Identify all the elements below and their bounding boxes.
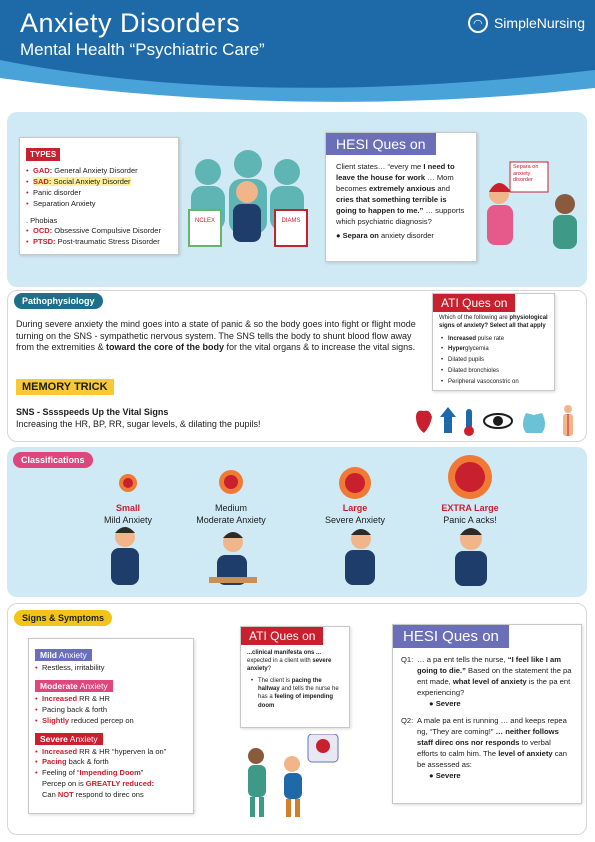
types-section bbox=[7, 112, 587, 287]
hesi-q1: Q1: … a pa ent tells the nurse, “I feel like I am going to die.” Based on the statement the pa ent made, what level of anxiety is the pa ent experiencing? ● Severe bbox=[401, 655, 572, 708]
types-heading: TYPES bbox=[26, 148, 60, 161]
ati-option[interactable]: • Peripheral vasoconstric on bbox=[441, 377, 546, 388]
sns-text: Increasing the HR, BP, RR, sugar levels, & dilating the pupils! bbox=[16, 419, 261, 429]
thermometer-icon bbox=[464, 409, 474, 436]
header-banner bbox=[0, 0, 595, 105]
signs-heading: Signs & Symptoms bbox=[14, 610, 112, 626]
body-vessels-icon bbox=[563, 405, 573, 436]
class-moderate: Medium Moderate Anxiety bbox=[196, 503, 266, 525]
nurse-patient-illustration bbox=[244, 734, 354, 826]
sns-title: SNS - Sssspeeds Up the Vital Signs bbox=[16, 407, 169, 417]
severe-response: Can NOT respond to direc ons bbox=[42, 790, 144, 799]
severe-item: • Increased RR & HR “hyperven la on” bbox=[35, 747, 187, 758]
brand-name: SimpleNursing bbox=[493, 15, 585, 31]
patho-section bbox=[7, 290, 587, 442]
hesi-q2: Q2: A male pa ent is running … and keeps repea ng, “They are coming!” … neither follows staff direc ons nor responds to verbal efforts to calm him. The level of anxiety can be assessed as: ● Severe bbox=[401, 716, 567, 780]
signs-section bbox=[7, 603, 587, 835]
mild-anxiety-person-icon bbox=[111, 527, 139, 585]
type-item: • Panic disorder bbox=[26, 188, 172, 199]
small-anxiety-ball-icon bbox=[119, 474, 137, 492]
ati-question-text: Which of the following are physiological signs of anxiety? Select all that apply bbox=[439, 315, 548, 329]
sign-text: Separa on anxiety disorder bbox=[513, 164, 539, 184]
ati-option[interactable]: • Dilated pupils bbox=[441, 355, 546, 366]
hesi-question-text: Client states… “every me I need to leave the house for work … Mom becomes extremely anxious and cries that something terrible is going to happen to me.” … supports which psychiatric diagnosis? bbox=[336, 162, 465, 226]
class-mild: Small Mild Anxiety bbox=[103, 503, 153, 525]
ati-option[interactable]: • Hyperglycemia bbox=[441, 344, 546, 355]
moderate-anxiety-person-icon bbox=[209, 532, 257, 585]
hesi-question-2-title: HESI Ques on bbox=[393, 625, 509, 648]
phobias-label: . Phobias bbox=[26, 215, 58, 225]
memory-trick-label: MEMORY TRICK bbox=[16, 379, 114, 395]
moderate-item: • Increased RR & HR bbox=[35, 694, 187, 705]
types-card bbox=[19, 137, 179, 255]
type-item: • GAD: General Anxiety Disorder bbox=[26, 166, 172, 177]
hesi-question-answer: ● Separa on anxiety disorder bbox=[336, 231, 434, 240]
anxious-crowd-illustration bbox=[183, 142, 313, 257]
arrow-up-icon bbox=[440, 407, 456, 433]
ati-question-card-1 bbox=[432, 293, 555, 391]
severe-perception: Percep on is GREATLY reduced: bbox=[42, 779, 154, 789]
eye-icon bbox=[484, 414, 512, 428]
mild-label: Mild Anxiety bbox=[35, 649, 92, 661]
ati-question-2-text: ...clinical manifesta ons ... expected in a client with severe anxiety? bbox=[247, 650, 332, 673]
mild-list bbox=[35, 663, 187, 674]
ati-question-2-answer: • The client is pacing the hallway and tells the nurse he has a feeling of impending doom bbox=[241, 673, 349, 709]
ati-options bbox=[433, 331, 554, 391]
page-subtitle: Mental Health “Psychiatric Care” bbox=[20, 40, 265, 59]
nclex-doc-label: NCLEX bbox=[194, 218, 216, 224]
brand[interactable] bbox=[468, 13, 585, 33]
type-item: • Separation Anxiety bbox=[26, 199, 172, 210]
severe-list bbox=[35, 747, 187, 780]
moderate-item: • Slightly reduced percep on bbox=[35, 716, 187, 727]
severe-item: • Feeling of “Impending Doom” bbox=[35, 768, 187, 779]
heart-icon bbox=[416, 411, 432, 433]
hesi-question-card-1 bbox=[325, 132, 477, 262]
severe-label: Severe Anxiety bbox=[35, 733, 103, 745]
ati-question-title: ATI Ques on bbox=[433, 294, 515, 312]
type-item: • PTSD: Post-traumatic Stress Disorder bbox=[26, 237, 172, 248]
severe-anxiety-person-icon bbox=[345, 529, 375, 585]
panic-attack-person-icon bbox=[455, 528, 487, 586]
class-severe: Large Severe Anxiety bbox=[324, 503, 386, 525]
types-list-2 bbox=[26, 226, 172, 248]
type-item: • OCD: Obsessive Compulsive Disorder bbox=[26, 226, 172, 237]
moderate-list bbox=[35, 694, 187, 727]
mild-item: • Restless, irritability bbox=[35, 663, 187, 674]
classifications-heading: Classifications bbox=[13, 452, 93, 468]
moderate-item: • Pacing back & forth bbox=[35, 705, 187, 716]
severe-item: • Pacing back & forth bbox=[35, 757, 187, 768]
brand-logo-icon: ◠ bbox=[468, 13, 488, 33]
page-title: Anxiety Disorders bbox=[20, 8, 241, 38]
classifications-section bbox=[7, 447, 587, 597]
medium-anxiety-ball-icon bbox=[219, 470, 243, 494]
patho-text: During severe anxiety the mind goes into a state of panic & so the body goes into fight or flight mode turning on the SNS - sympathetic nervous system. The SNS tells the body to shunt blood flow away from the extremities & toward the core of the body for the vital organs & to increase the vital signs. bbox=[16, 319, 416, 353]
moderate-label: Moderate Anxiety bbox=[35, 680, 113, 692]
patho-heading: Pathophysiology bbox=[14, 293, 103, 309]
diams-doc-label: DIAMS bbox=[281, 218, 301, 224]
extra-large-anxiety-ball-icon bbox=[448, 455, 492, 499]
ati-option[interactable]: • Increased pulse rate bbox=[441, 334, 546, 345]
ati-question-card-2 bbox=[240, 626, 350, 728]
lungs-icon bbox=[523, 413, 545, 433]
type-item: • SAD: Social Anxiety Disorder bbox=[26, 177, 172, 188]
vital-signs-icons bbox=[406, 403, 586, 439]
large-anxiety-ball-icon bbox=[339, 467, 371, 499]
ati-question-2-title: ATI Ques on bbox=[241, 627, 323, 645]
class-panic: EXTRA Large Panic A acks! bbox=[441, 503, 499, 525]
ati-option[interactable]: • Dilated bronchioles bbox=[441, 366, 546, 377]
hesi-question-card-2 bbox=[392, 624, 582, 804]
types-list bbox=[26, 166, 172, 210]
hesi-question-title: HESI Ques on bbox=[326, 133, 436, 155]
signs-card bbox=[28, 638, 194, 814]
